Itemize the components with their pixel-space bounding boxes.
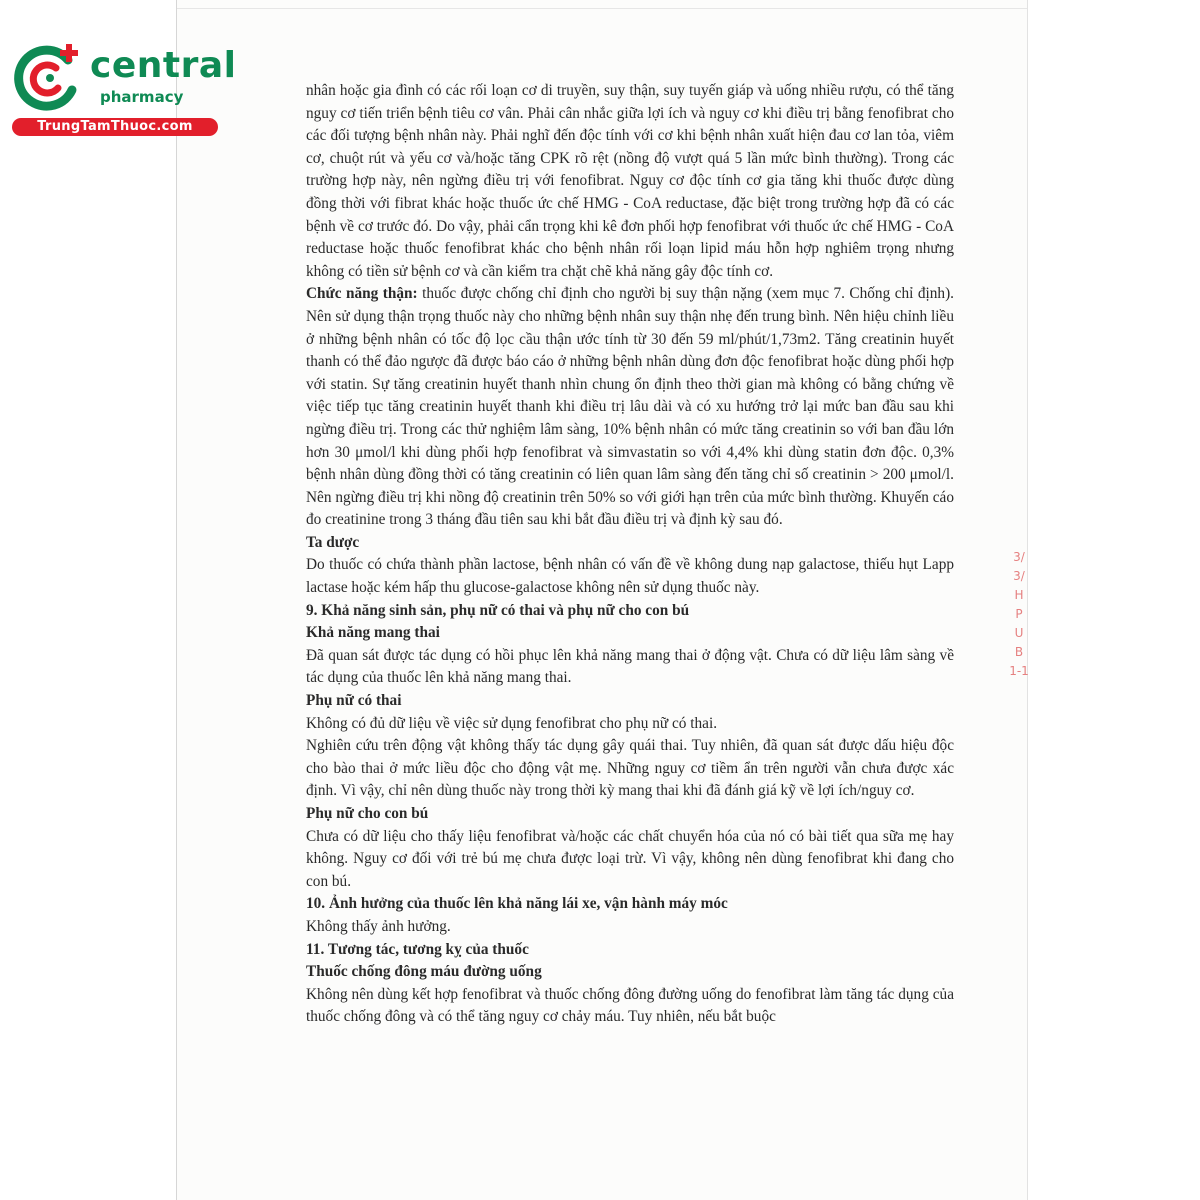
- paragraph-renal-function: [306, 283, 954, 532]
- brand-name: central: [90, 45, 237, 86]
- heading-anticoagulants: Thuốc chống đông máu đường uống: [306, 963, 542, 981]
- stamp-line: P: [1015, 607, 1023, 621]
- stamp-line: 3/: [1013, 569, 1025, 583]
- heading-fertility: Khả năng mang thai: [306, 624, 440, 642]
- stamp-line: U: [1014, 626, 1024, 640]
- paragraph-pregnancy-2: Nghiên cứu trên động vật không thấy tác dụng gây quái thai. Tuy nhiên, đã quan sát được dấu hiệu độc cho bào thai ở mức liều độc cho động vật mẹ. Những nguy cơ tiềm ẩn trên người vẫn chưa được xác định. Vì vậy, chỉ nên dùng thuốc này trong thời kỳ mang thai khi đã đánh giá kỹ về lợi ích/nguy cơ.: [306, 737, 954, 800]
- pharmacy-logo-icon: [10, 38, 90, 118]
- stamp-line: H: [1014, 588, 1024, 602]
- heading-breastfeeding: Phụ nữ cho con bú: [306, 805, 429, 822]
- heading-section-9: 9. Khả năng sinh sản, phụ nữ có thai và phụ nữ cho con bú: [306, 601, 690, 619]
- brand-logo[interactable]: [10, 38, 237, 138]
- paragraph-breastfeeding: Chưa có dữ liệu cho thấy liệu fenofibrat và/hoặc các chất chuyển hóa của nó có bài tiết qua sữa mẹ hay không. Nguy cơ đối với trẻ bú mẹ chưa được loại trừ. Vì vậy, không nên dùng fenofibrat khi đang cho con bú.: [306, 827, 954, 890]
- heading-excipients: Ta dược: [306, 533, 360, 551]
- renal-function-text: thuốc được chống chỉ định cho người bị suy thận nặng (xem mục 7. Chống chỉ định). Nên sử dụng thận trọng thuốc này cho những bệnh nhân suy thận nhẹ đến trung bình. Nên hiệu chỉnh liều ở những bệnh nhân có tốc độ lọc cầu thận ước tính từ 30 đến 59 ml/phút/1,73m2. Tăng creatinin huyết thanh có thể đảo ngược đã được báo cáo ở những bệnh nhân dùng đơn độc fenofibrat hoặc dùng phối hợp với statin. Sự tăng creatinin huyết thanh nhìn chung ổn định theo thời gian mà không có bằng chứng về việc tiếp tục tăng creatinin huyết thanh khi điều trị lâu dài và có xu hướng trở lại mức ban đầu sau khi ngừng điều trị. Trong các thử nghiệm lâm sàng, 10% bệnh nhân có mức tăng creatinin so với ban đầu lớn hơn 30 μmol/l khi dùng phối hợp fenofibrat và simvastatin so với 4,4% khi dùng statin đơn độc. 0,3% bệnh nhân dùng đồng thời có tăng creatinin có liên quan lâm sàng đến tăng chỉ số creatinin > 200 μmol/l. Nên ngừng điều trị khi nồng độ creatinin trên 50% so với giới hạn trên của mức bình thường. Khuyến cáo đo creatinine trong 3 tháng đầu tiên sau khi bắt đầu điều trị và định kỳ sau đó.: [306, 285, 954, 529]
- paragraph-excipients: Do thuốc có chứa thành phần lactose, bệnh nhân có vấn đề về không dung nạp galactose, thiếu hụt Lapp lactase hoặc kém hấp thu glucose-galactose không nên sử dụng thuốc này.: [306, 556, 954, 597]
- red-margin-stamp: [1006, 548, 1032, 708]
- brand-website[interactable]: TrungTamThuoc.com: [12, 118, 218, 136]
- paragraph-anticoagulants: Không nên dùng kết hợp fenofibrat và thuốc chống đông đường uống do fenofibrat làm tăng tác dụng của thuốc chống đông và có thể tăng nguy cơ chảy máu. Tuy nhiên, nếu bắt buộc: [306, 985, 954, 1026]
- document-body: [306, 80, 954, 1029]
- stamp-line: B: [1014, 645, 1024, 659]
- paragraph-section-10: Không thấy ảnh hưởng.: [306, 917, 451, 935]
- paragraph-fertility: Đã quan sát được tác dụng có hồi phục lên khả năng mang thai ở động vật. Chưa có dữ liệu lâm sàng về tác dụng của thuốc lên khả năng mang thai.: [306, 646, 954, 687]
- paragraph-muscle-risk: nhân hoặc gia đình có các rối loạn cơ di truyền, suy thận, suy tuyến giáp và uống nhiều rượu, có thể tăng nguy cơ tiến triển bệnh tiêu cơ vân. Phải cân nhắc giữa lợi ích và nguy cơ khi điều trị bằng fenofibrat cho các đối tượng bệnh nhân này. Phải nghĩ đến độc tính với cơ khi bệnh nhân xuất hiện đau cơ lan tỏa, viêm cơ, chuột rút và yếu cơ và/hoặc tăng CPK rõ rệt (nồng độ vượt quá 5 lần mức bình thường). Trong các trường hợp này, nên ngừng điều trị với fenofibrat. Nguy cơ độc tính cơ gia tăng khi thuốc được dùng đồng thời với fibrat khác hoặc thuốc ức chế HMG - CoA reductase, đặc biệt trong trường hợp đã có các bệnh về cơ trước đó. Do vậy, phải cẩn trọng khi kê đơn phối hợp fenofibrat với thuốc ức chế HMG - CoA reductase hoặc thuốc fenofibrat khác cho bệnh nhân rối loạn lipid máu hỗn hợp nghiêm trọng nhưng không có tiền sử bệnh cơ và cần kiểm tra chặt chẽ khả năng gây độc tính cơ.: [306, 82, 954, 280]
- stamp-line: 1-1: [1009, 664, 1029, 678]
- heading-section-11: 11. Tương tác, tương kỵ của thuốc: [306, 940, 529, 958]
- brand-subtitle: pharmacy: [100, 88, 184, 106]
- heading-pregnancy: Phụ nữ có thai: [306, 692, 402, 710]
- stamp-line: 3/: [1013, 550, 1025, 564]
- heading-section-10: 10. Ảnh hưởng của thuốc lên khả năng lái xe, vận hành máy móc: [306, 895, 728, 913]
- paragraph-pregnancy-1: Không có đủ dữ liệu về việc sử dụng fenofibrat cho phụ nữ có thai.: [306, 714, 718, 732]
- renal-function-label: Chức năng thận:: [306, 285, 418, 303]
